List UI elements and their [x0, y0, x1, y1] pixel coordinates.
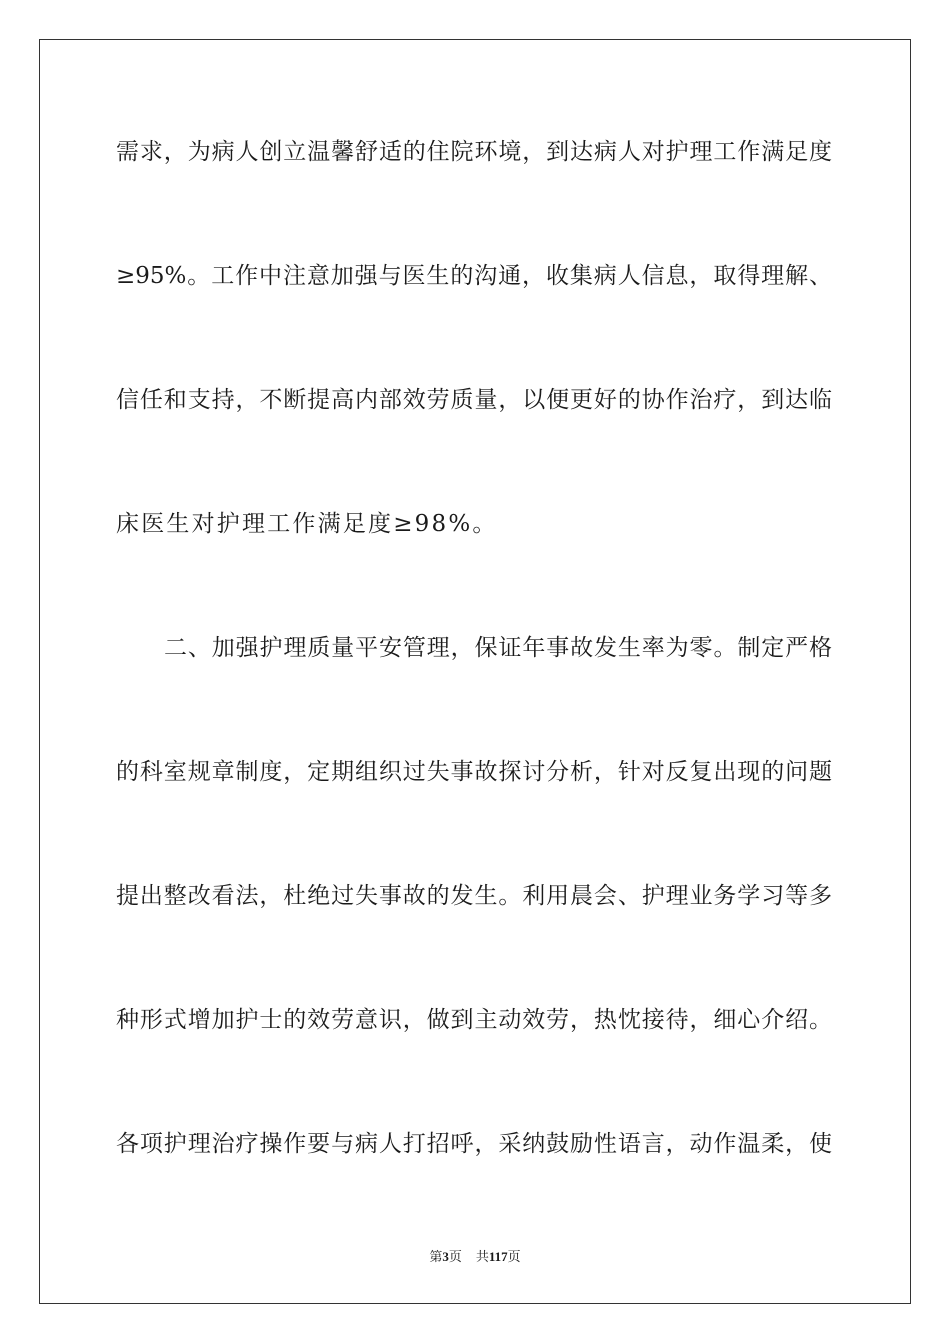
total-label-prefix: 共	[475, 1250, 489, 1265]
paragraph-line: 二、加强护理质量平安管理，保证年事故发生率为零。制定严格	[164, 635, 832, 661]
page-border	[39, 39, 911, 1304]
paragraph-line: 需求，为病人创立温馨舒适的住院环境，到达病人对护理工作满足度	[116, 139, 832, 165]
page-label-prefix: 第	[429, 1250, 443, 1265]
paragraph-line: 种形式增加护士的效劳意识，做到主动效劳，热忱接待，细心介绍。	[116, 1007, 832, 1033]
page-label-suffix: 页	[448, 1250, 462, 1265]
paragraph-line: ≥95%。工作中注意加强与医生的沟通，收集病人信息，取得理解、	[116, 263, 832, 289]
paragraph-line: 的科室规章制度，定期组织过失事故探讨分析，针对反复出现的问题	[116, 759, 832, 785]
total-label-suffix: 页	[507, 1250, 521, 1265]
paragraph-line: 信任和支持，不断提高内部效劳质量，以便更好的协作治疗，到达临	[116, 387, 832, 413]
paragraph-line: 床医生对护理工作满足度≥98%。	[116, 511, 498, 537]
page-number: 3	[442, 1249, 449, 1264]
page-footer	[0, 1249, 950, 1266]
paragraph-line: 提出整改看法，杜绝过失事故的发生。利用晨会、护理业务学习等多	[116, 883, 832, 909]
total-pages: 117	[488, 1249, 508, 1264]
paragraph-line: 各项护理治疗操作要与病人打招呼，采纳鼓励性语言，动作温柔，使	[116, 1131, 832, 1157]
